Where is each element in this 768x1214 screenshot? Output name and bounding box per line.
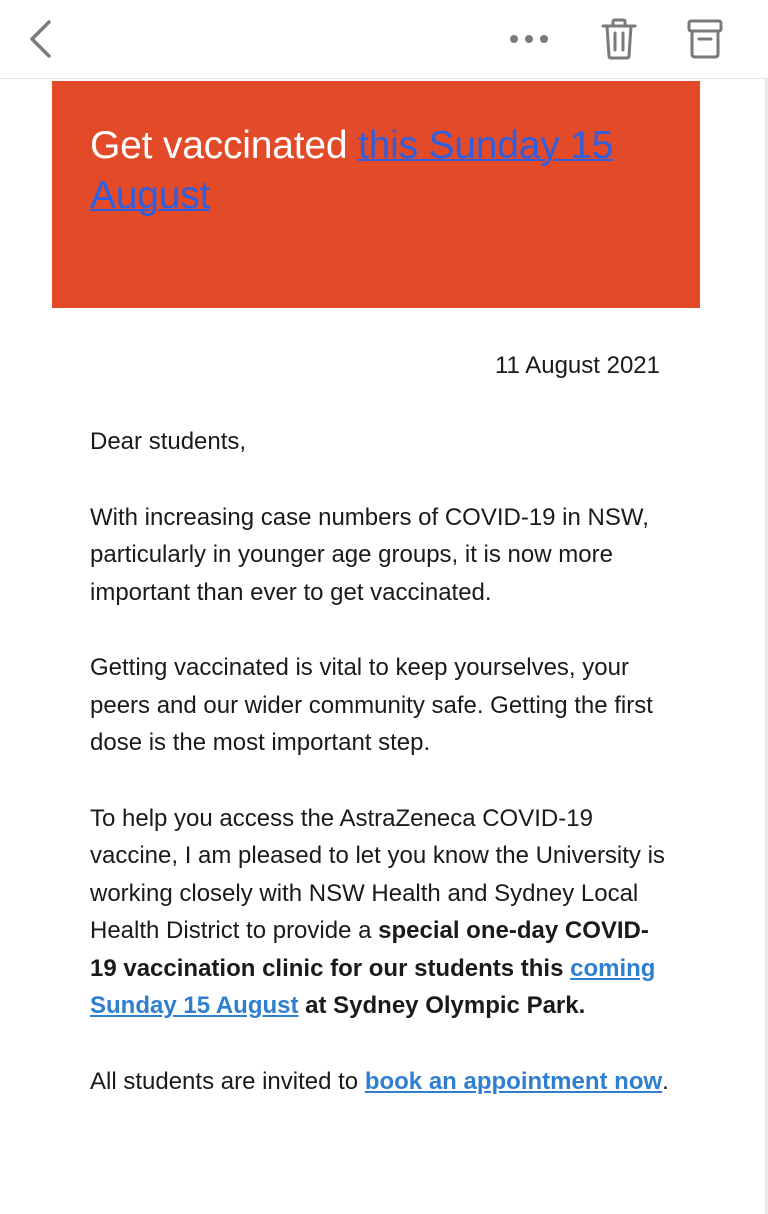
paragraph-3-bold-text: special one-day COVID-19 vaccination clinic for our students this [90, 917, 649, 982]
chevron-left-icon [27, 19, 53, 59]
paragraph-4-text: All students are invited to [90, 1067, 365, 1095]
email-paragraph-4 [90, 1063, 670, 1101]
archive-button[interactable] [678, 0, 732, 78]
vaccination-banner [52, 81, 700, 308]
more-options-button[interactable] [500, 0, 558, 78]
email-body [90, 423, 670, 1138]
clinic-date-link[interactable]: coming Sunday 15 August [90, 954, 656, 1019]
back-button[interactable] [14, 0, 66, 78]
paragraph-4-end: . [662, 1067, 669, 1095]
email-date: 11 August 2021 [494, 352, 660, 379]
more-horizontal-icon [507, 33, 551, 45]
trash-icon [601, 18, 637, 60]
email-paragraph-2: Getting vaccinated is vital to keep yourselves, your peers and our wider community safe. Getting the first dose is the most important step. [90, 654, 653, 756]
banner-headline [90, 121, 660, 221]
archive-icon [687, 19, 723, 59]
email-paragraph-1: With increasing case numbers of COVID-19 in NSW, particularly in younger age groups, it is now more important than ever to get vaccinated. [90, 503, 649, 606]
paragraph-3-text: To help you access the AstraZeneca COVID-19 vaccine, I am pleased to let you know the University is working closely with NSW Health and Sydney Local Health District to provide a [90, 804, 665, 944]
delete-button[interactable] [592, 0, 646, 78]
email-paragraph-3 [90, 800, 670, 1025]
email-toolbar [0, 0, 768, 79]
email-greeting: Dear students, [90, 428, 247, 455]
banner-headline-text: Get vaccinated [90, 124, 358, 167]
banner-date-link[interactable]: this Sunday 15 August [90, 124, 614, 217]
book-appointment-link[interactable]: book an appointment now [364, 1067, 663, 1095]
paragraph-3-bold-end: at Sydney Olympic Park. [298, 992, 586, 1019]
